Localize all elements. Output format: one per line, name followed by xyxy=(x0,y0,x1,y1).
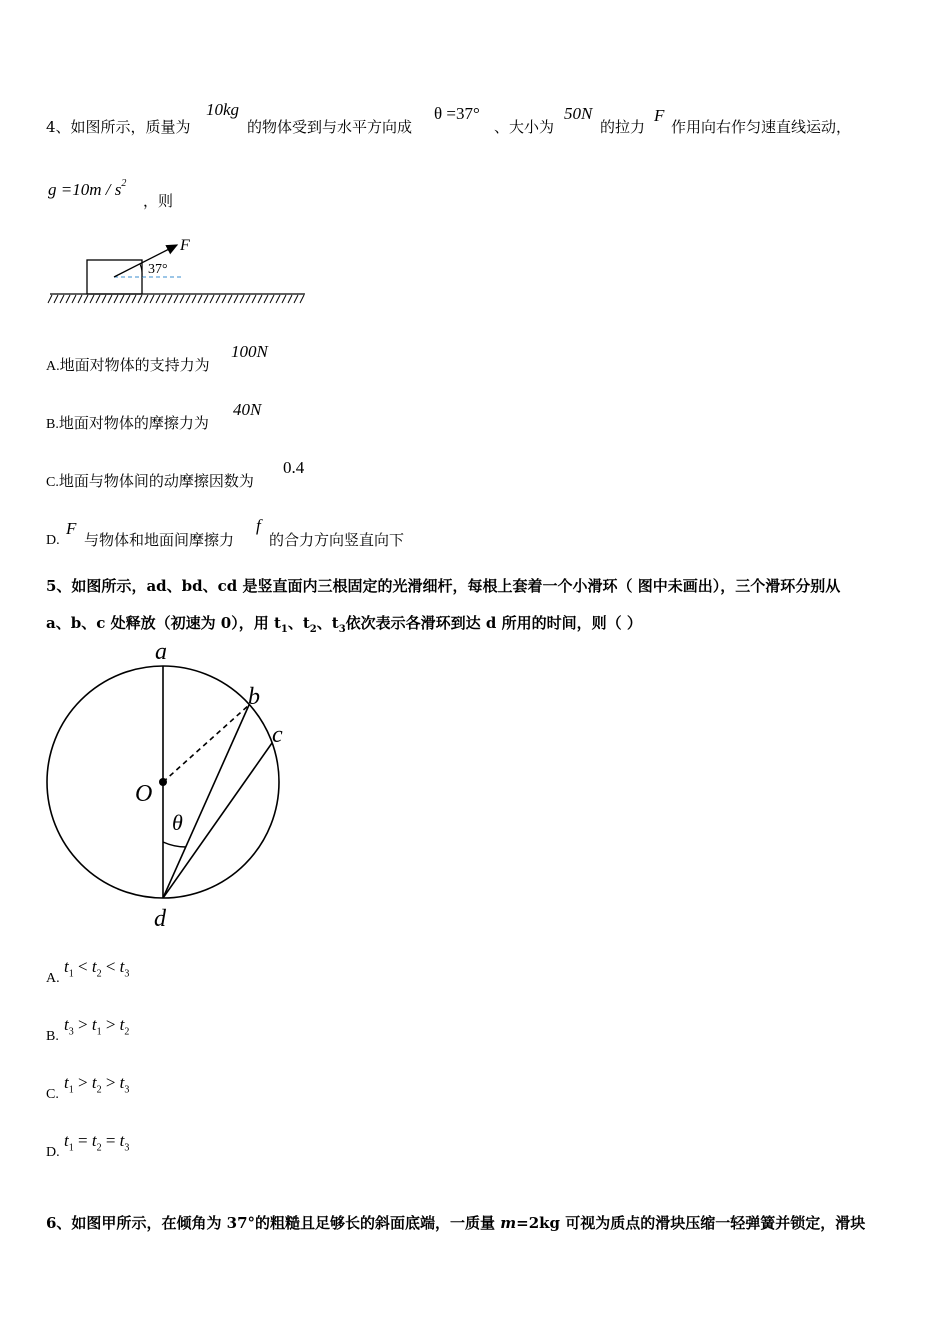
q5-figure xyxy=(40,636,300,936)
ground-hatching xyxy=(48,295,304,303)
q4-option-d-force: F xyxy=(66,519,77,538)
q5-option-b-expr: $t_3 > t_1 > t_2$ xyxy=(64,1015,130,1038)
q5-option-b[interactable]: B. xyxy=(46,1029,59,1044)
label-a: a xyxy=(155,639,167,665)
theta-arc xyxy=(163,842,186,847)
q4-text-4: 的拉力 xyxy=(600,118,646,136)
q4-option-d[interactable]: D. xyxy=(46,533,60,548)
q4-force-symbol: F xyxy=(654,106,665,125)
q4-angle: θ =37° xyxy=(434,104,480,123)
label-theta: θ xyxy=(172,810,183,835)
q4-figure xyxy=(40,232,320,308)
q4-text-5: 作用向右作匀速直线运动， xyxy=(671,118,852,136)
q5-text-line-2: a、b、c 处释放（初速为 0），用 $t_1$、$t_2$、$t_3$依次表示各滑环到达 d 所用的时间，则（ ） xyxy=(46,614,642,635)
q4-option-b[interactable]: B.地面对物体的摩擦力为 xyxy=(46,414,209,432)
q4-mass: 10kg xyxy=(206,100,240,119)
q4-text-3: 、大小为 xyxy=(494,118,555,136)
q4-option-c[interactable]: C.地面与物体间的动摩擦因数为 xyxy=(46,472,254,490)
label-o: O xyxy=(135,781,153,807)
q5-option-c-expr: $t_1 > t_2 > t_3$ xyxy=(64,1073,130,1096)
q5-option-d-expr: $t_1 = t_2 = t_3$ xyxy=(64,1131,130,1154)
q4-option-d-friction: f xyxy=(256,516,261,535)
q4-text-2: 的物体受到与水平方向成 xyxy=(247,118,413,136)
q4-option-b-value: 40N xyxy=(233,400,262,419)
q4-option-c-value: 0.4 xyxy=(283,458,305,477)
q4-text-6: ，则 xyxy=(143,192,174,210)
rod-bd xyxy=(163,705,249,898)
radius-ob xyxy=(163,705,249,782)
q5-option-d[interactable]: D. xyxy=(46,1145,60,1160)
center-point xyxy=(159,778,167,786)
label-d: d xyxy=(154,906,166,932)
q4-gravity: $g =10m / s^2$ xyxy=(48,178,127,199)
angle-label: 37° xyxy=(148,262,168,277)
q4-option-d-text: 与物体和地面间摩擦力 xyxy=(84,531,235,549)
q5-option-a-expr: $t_1 < t_2 < t_3$ xyxy=(64,957,130,980)
q4-option-d-text-2: 的合力方向竖直向下 xyxy=(269,531,405,549)
label-b: b xyxy=(248,684,260,710)
q4-text-1: 4、如图所示，质量为 xyxy=(46,118,191,136)
q5-option-c[interactable]: C. xyxy=(46,1087,59,1102)
q6-text: 6、如图甲所示，在倾角为 37°的粗糙且足够长的斜面底端，一质量 m=2kg 可视为质点的滑块压缩一轻弹簧并锁定，滑块 xyxy=(46,1214,866,1232)
q5-option-a[interactable]: A. xyxy=(46,971,60,986)
q4-option-a[interactable]: A.地面对物体的支持力为 xyxy=(46,356,210,374)
q5-text-line-1: 5、如图所示，ad、bd、cd 是竖直面内三根固定的光滑细杆，每根上套着一个小滑环（ 图中未画出），三个滑环分别从 xyxy=(46,577,841,595)
q4-option-a-value: 100N xyxy=(231,342,268,361)
q4-force-value: 50N xyxy=(564,104,593,123)
force-label: F xyxy=(180,237,190,254)
label-c: c xyxy=(272,722,283,748)
